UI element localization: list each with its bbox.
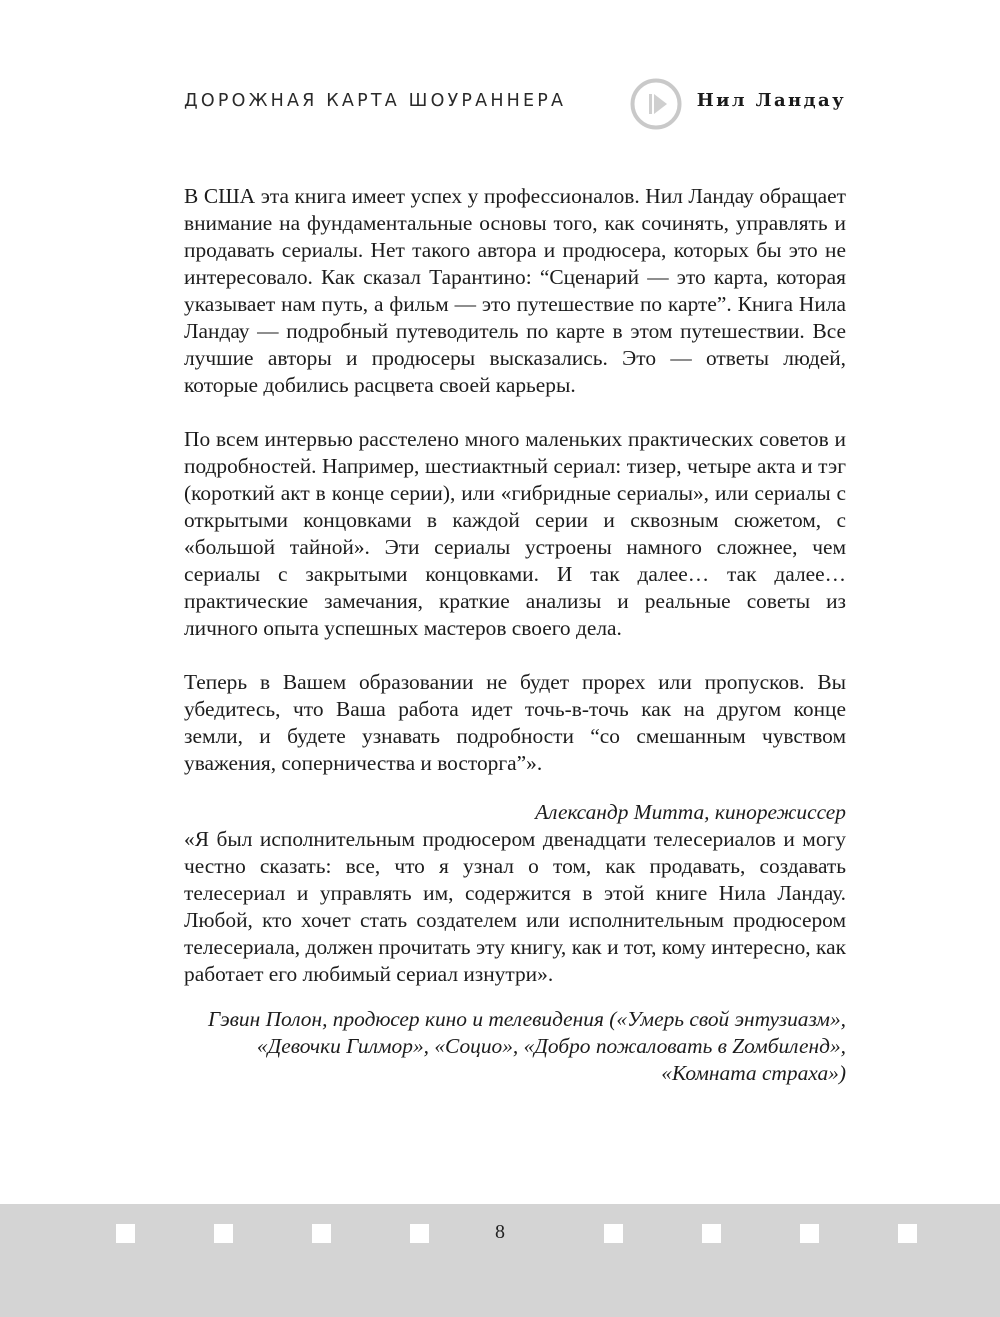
- quote-polon: «Я был исполнительным продюсером двенадцати телесериалов и могу честно сказать: все, что я узнал о том, как продавать, создавать телесериал и управлять им, содержится в этой книге Нила Ландау. Любой, кто хочет стать создателем или исполнительным продюсером телесериала, должен прочитать эту книгу, как и тот, кому интересно, как работает его любимый сериал изнутри».: [184, 827, 846, 986]
- page-body: [184, 183, 846, 1087]
- footer-square: [898, 1224, 917, 1243]
- footer-square: [312, 1224, 331, 1243]
- book-title: ДОРОЖНАЯ КАРТА ШОУРАННЕРА: [184, 91, 567, 111]
- footer-square: [800, 1224, 819, 1243]
- footer-square: [410, 1224, 429, 1243]
- page-number: 8: [495, 1221, 505, 1243]
- footer-square: [214, 1224, 233, 1243]
- paragraph-1: В США эта книга имеет успех у профессионалов. Нил Ландау обращает внимание на фундаментальные основы того, как сочинять, управлять и продавать сериалы. Нет такого автора и продюсера, которых бы это не интересовало. Как сказал Тарантино: “Сценарий — это карта, которая указывает нам путь, а фильм — это путешествие по карте”. Книга Нила Ландау — подробный путеводитель по карте в этом путешествии. Все лучшие авторы и продюсеры высказались. Это — ответы людей, которые добились расцвета своей карьеры.: [184, 184, 846, 397]
- page-header: [184, 78, 846, 130]
- play-circle-icon: [630, 78, 682, 130]
- footer-square: [604, 1224, 623, 1243]
- footer-square: [702, 1224, 721, 1243]
- page-footer: [0, 1204, 1000, 1317]
- attribution-polon: Гэвин Полон, продюсер кино и телевидения («Умерь свой энтузиазм», «Девочки Гилмор», «Социо», «Добро пожаловать в Zомбиленд», «Комната страха»): [208, 1007, 846, 1085]
- attribution-mitta: Александр Митта, кинорежиссер: [535, 800, 846, 824]
- paragraph-3: Теперь в Вашем образовании не будет прорех или пропусков. Вы убедитесь, что Ваша работа идет точь-в-точь как на другом конце земли, и будете узнавать подробности “со смешанным чувством уважения, соперничества и восторга”».: [184, 670, 846, 775]
- author-name: Нил Ландау: [696, 90, 846, 111]
- paragraph-2: По всем интервью расстелено много маленьких практических советов и подробностей. Например, шестиактный сериал: тизер, четыре акта и тэг (короткий акт в конце серии), или «гибридные сериалы», или сериалы с открытыми концовками в каждой серии и сквозным сюжетом, с «большой тайной». Эти сериалы устроены намного сложнее, чем сериалы с закрытыми концовками. И так далее… так далее… практические замечания, краткие анализы и реальные советы из личного опыта успешных мастеров своего дела.: [184, 427, 846, 640]
- footer-square: [116, 1224, 135, 1243]
